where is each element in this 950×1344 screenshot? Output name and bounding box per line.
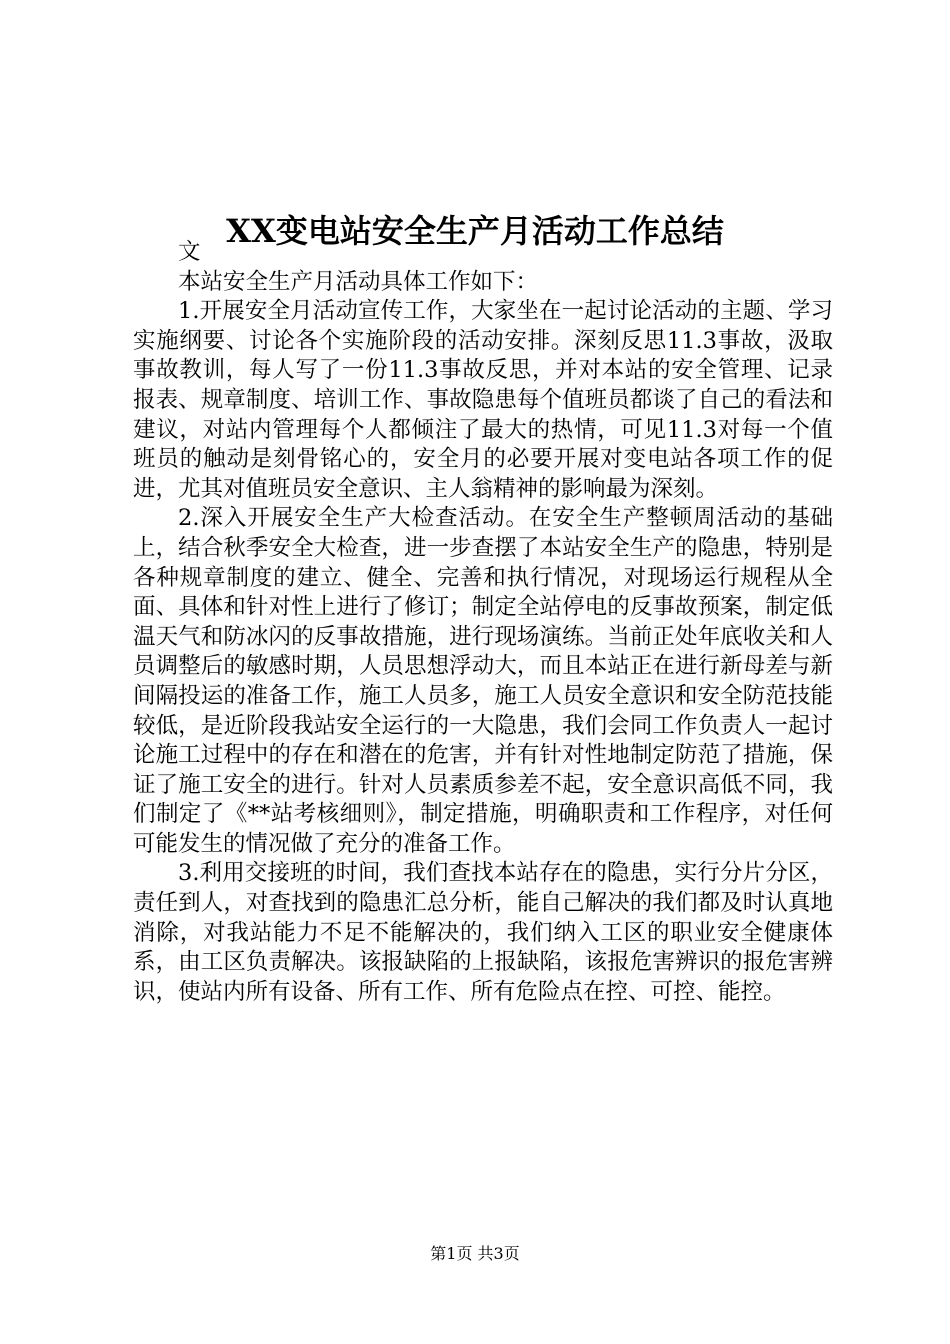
intro-paragraph: 本站安全生产月活动具体工作如下： bbox=[178, 268, 539, 295]
paragraph-item-3: 3.利用交接班的时间，我们查找本站存在的隐患，实行分片分区，责任到人，对查找到的隐患汇总分析，能自己解决的我们都及时认真地消除，对我站能力不足不能解决的，我们纳入工区的职业安全健康体系，由工区负责解决。该报缺陷的上报缺陷，该报危害辨识的报危害辨识，使站内所有设备、所有工作、所有危险点在控、可控、能控。 bbox=[133, 860, 833, 1005]
document-title: XX变电站安全生产月活动工作总结 bbox=[226, 212, 724, 251]
paragraph-item-2: 2.深入开展安全生产大检查活动。在安全生产整顿周活动的基础上，结合秋季安全大检查，进一步查摆了本站安全生产的隐患，特别是各种规章制度的建立、健全、完善和执行情况，对现场运行规程从全面、具体和针对性上进行了修订；制定全站停电的反事故预案，制定低温天气和防冰闪的反事故措施，进行现场演练。当前正处年底收关和人员调整后的敏感时期，人员思想浮动大，而且本站正在进行新母差与新间隔投运的准备工作，施工人员多，施工人员安全意识和安全防范技能较低，是近阶段我站安全运行的一大隐患，我们会同工作负责人一起讨论施工过程中的存在和潜在的危害，并有针对性地制定防范了措施，保证了施工安全的进行。针对人员素质参差不起，安全意识高低不同，我们制定了《**站考核细则》，制定措施，明确职责和工作程序，对任何可能发生的情况做了充分的准备工作。 bbox=[133, 505, 833, 857]
page-footer: 第1页 共3页 bbox=[430, 1244, 520, 1263]
paragraph-item-1: 1.开展安全月活动宣传工作，大家坐在一起讨论活动的主题、学习实施纲要、讨论各个实施阶段的活动安排。深刻反思11.3事故，汲取事故教训，每人写了一份11.3事故反思，并对本站的安全管理、记录报表、规章制度、培训工作、事故隐患每个值班员都谈了自己的看法和建议，对站内管理每个人都倾注了最大的热情，可见11.3对每一个值班员的触动是刻骨铭心的，安全月的必要开展对变电站各项工作的促进，尤其对值班员安全意识、主人翁精神的影响最为深刻。 bbox=[133, 298, 833, 502]
author-line: 文 bbox=[178, 239, 201, 265]
document-body bbox=[133, 238, 833, 1007]
